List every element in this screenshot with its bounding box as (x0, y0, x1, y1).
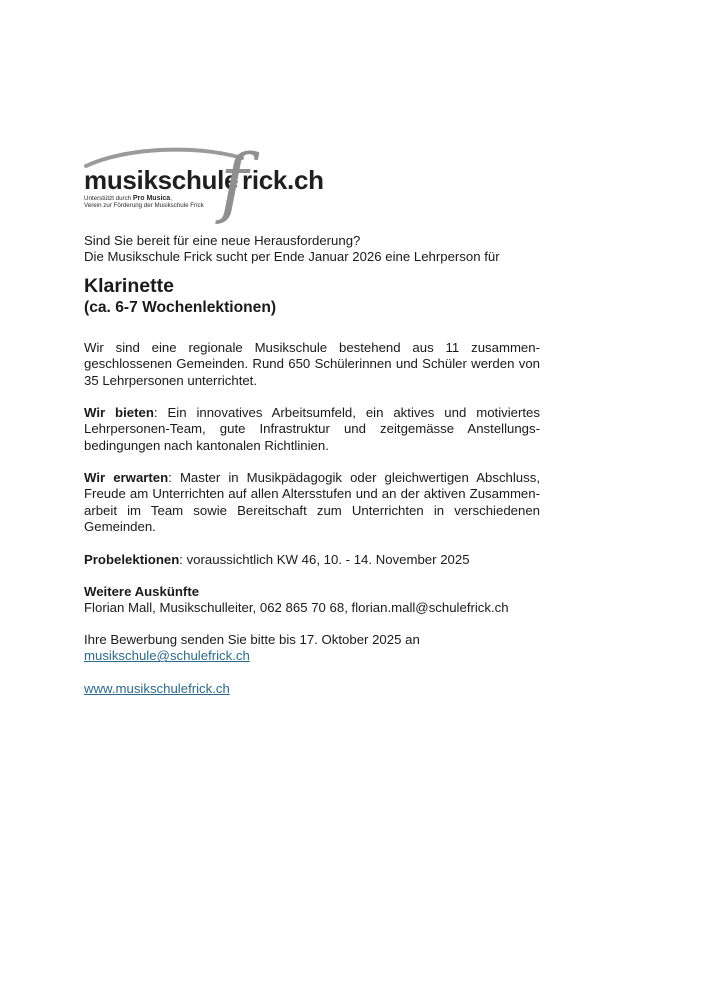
expect-line-2: Freude am Unterrichten auf allen Altersstufen und an der aktiven Zusammen- (84, 486, 540, 502)
expect-line-1-text: : Master in Musikpädagogik oder gleichwertigen Abschluss, (168, 470, 540, 485)
email-link[interactable]: musikschule@schulefrick.ch (84, 648, 250, 664)
offer-line-1-text: : Ein innovatives Arbeitsumfeld, ein aktives und motiviertes (153, 405, 540, 420)
expect-paragraph (84, 470, 540, 535)
intro-text (84, 233, 540, 266)
apply-text: Ihre Bewerbung senden Sie bitte bis 17. Oktober 2025 an (84, 632, 420, 647)
about-line-1: Wir sind eine regionale Musikschule bestehend aus 11 zusammen- (84, 340, 540, 355)
logo-word-rick: rick.ch (242, 165, 324, 195)
website (84, 681, 540, 697)
expect-line-4: Gemeinden. (84, 518, 156, 534)
about-line-2: geschlossenen Gemeinden. Rund 650 Schülerinnen und Schüler werden von (84, 356, 540, 372)
logo-sub-brand: Pro Musica (132, 195, 171, 202)
logo-sub-suffix: , (170, 195, 172, 202)
about-paragraph (84, 340, 540, 389)
info-contact: Florian Mall, Musikschulleiter, 062 865 70 68, florian.mall@schulefrick.ch (84, 600, 509, 616)
logo-sub-line-2: Verein zur Förderung der Musikschule Frick (84, 202, 204, 209)
expect-label: Wir erwarten (84, 470, 169, 485)
application-info (84, 632, 540, 665)
trial-lessons (84, 552, 540, 568)
offer-line-1 (84, 405, 540, 421)
job-subtitle: (ca. 6-7 Wochenlektionen) (84, 299, 277, 316)
intro-line-1: Sind Sie bereit für eine neue Herausforderung? (84, 233, 361, 248)
trial-label: Probelektionen (84, 552, 180, 567)
offer-line-3: bedingungen nach kantonalen Richtlinien. (84, 437, 329, 453)
logo-word-musikschule: musikschule (84, 165, 239, 195)
offer-paragraph (84, 405, 540, 454)
job-title: Klarinette (84, 275, 174, 297)
trial-text: : voraussichtlich KW 46, 10. - 14. November 2025 (179, 552, 470, 567)
expect-line-1 (84, 470, 540, 486)
offer-label: Wir bieten (84, 405, 154, 420)
info-heading: Weitere Auskünfte (84, 584, 200, 599)
logo-sub-prefix: Unterstützt durch (84, 195, 133, 202)
logo-f-glyph: f (220, 137, 249, 226)
further-info (84, 584, 540, 617)
intro-line-2: Die Musikschule Frick sucht per Ende Januar 2026 eine Lehrperson für (84, 249, 500, 265)
expect-line-3: arbeit im Team sowie Bereitschaft zum Unterrichten in verschiedenen (84, 502, 540, 518)
website-link[interactable]: www.musikschulefrick.ch (84, 681, 230, 696)
offer-line-2: Lehrpersonen-Team, gute Infrastruktur und zeitgemässe Anstellungs- (84, 421, 540, 437)
about-line-3: 35 Lehrpersonen unterrichtet. (84, 372, 258, 388)
musikschule-frick-logo (84, 137, 354, 230)
